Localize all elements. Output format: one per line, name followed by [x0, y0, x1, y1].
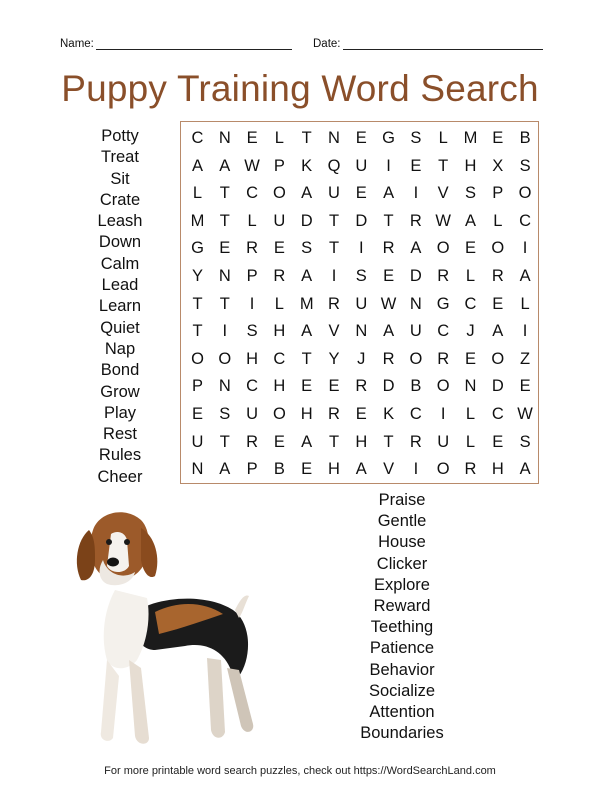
grid-cell[interactable]: A [301, 322, 313, 341]
grid-cell[interactable]: L [465, 405, 476, 423]
grid-cell[interactable]: O [436, 239, 450, 258]
grid-cell[interactable]: B [410, 377, 422, 396]
grid-cell[interactable]: R [437, 349, 450, 368]
grid-cell[interactable]: R [246, 239, 259, 258]
word-left-16: Cheer [97, 467, 143, 486]
grid-cell[interactable]: G [382, 129, 396, 147]
grid-cell[interactable]: R [328, 405, 340, 423]
grid-cell[interactable]: P [191, 377, 203, 396]
grid-cell[interactable]: L [274, 129, 284, 147]
grid-cell[interactable]: O [272, 405, 286, 423]
grid-cell[interactable]: C [437, 322, 450, 341]
grid-cell[interactable]: E [492, 432, 504, 451]
grid-cell[interactable]: T [192, 322, 203, 341]
grid-cell[interactable]: E [492, 129, 504, 147]
grid-cell[interactable]: W [517, 405, 533, 423]
grid-cell[interactable]: S [464, 184, 476, 203]
grid-cell[interactable]: H [355, 432, 368, 451]
grid-cell[interactable]: L [274, 294, 284, 313]
grid-cell[interactable]: X [492, 156, 504, 175]
grid-cell[interactable]: Z [520, 349, 531, 368]
grid-cell[interactable]: Q [327, 156, 341, 175]
grid-cell[interactable]: L [493, 211, 503, 230]
grid-cell[interactable]: V [437, 184, 449, 203]
grid-cell[interactable]: R [382, 239, 395, 258]
grid-cell[interactable]: O [409, 349, 423, 368]
word-left-11: Bond [100, 361, 140, 380]
word-list-right [350, 490, 454, 744]
grid-cell[interactable]: A [219, 156, 231, 175]
grid-cell[interactable]: I [331, 267, 337, 285]
word-right-7: Patience [369, 639, 435, 658]
word-right-9: Socialize [368, 681, 436, 700]
grid-cell[interactable]: T [383, 211, 394, 230]
word-right-8: Behavior [369, 660, 435, 679]
word-search-grid [180, 121, 539, 484]
name-label: Name: [60, 38, 94, 50]
grid-cell[interactable]: R [464, 460, 477, 479]
grid-cell[interactable]: I [359, 239, 364, 258]
grid-cell[interactable]: H [273, 377, 286, 396]
grid-cell[interactable]: O [436, 460, 450, 479]
word-right-3: Clicker [376, 554, 428, 573]
grid-cell[interactable]: C [191, 129, 204, 147]
grid-cell[interactable]: S [246, 322, 258, 341]
grid-cell[interactable]: L [465, 267, 476, 285]
grid-cell[interactable]: O [491, 239, 505, 258]
grid-cell[interactable]: E [519, 377, 531, 396]
grid-cell[interactable]: J [357, 349, 366, 368]
grid-cell[interactable]: W [380, 294, 397, 313]
grid-cell[interactable]: I [386, 156, 391, 175]
grid-cell[interactable]: H [328, 460, 340, 479]
grid-cell[interactable]: A [383, 184, 395, 203]
name-field [60, 37, 292, 50]
grid-cell[interactable]: A [492, 322, 504, 341]
grid-cell[interactable]: C [246, 377, 259, 396]
grid-cell[interactable]: A [410, 239, 422, 258]
word-right-11: Boundaries [360, 724, 444, 743]
grid-cell[interactable]: U [328, 184, 340, 203]
grid-cell[interactable]: J [466, 322, 475, 341]
grid-cell[interactable]: T [219, 184, 230, 203]
grid-cell[interactable]: Y [191, 267, 203, 285]
grid-cell[interactable]: T [328, 239, 340, 258]
grid-cell[interactable]: H [464, 156, 477, 175]
grid-cell[interactable]: R [437, 267, 450, 285]
grid-cell[interactable]: N [218, 267, 231, 285]
grid-cell[interactable]: A [301, 432, 313, 451]
grid-cell[interactable]: N [409, 294, 422, 313]
grid-cell[interactable]: S [355, 267, 367, 285]
grid-cell[interactable]: E [219, 239, 231, 258]
grid-cell[interactable]: T [301, 129, 312, 147]
word-left-1: Treat [101, 148, 139, 167]
name-line[interactable] [96, 37, 292, 50]
footer-note: For more printable word search puzzles, check out https://WordSearchLand.com [104, 765, 496, 777]
grid-cell[interactable]: E [301, 377, 313, 396]
grid-cell[interactable]: C [519, 211, 532, 230]
grid-cell[interactable]: L [465, 432, 476, 451]
grid-cell[interactable]: S [219, 405, 231, 423]
grid-cell[interactable]: A [464, 211, 476, 230]
grid-cell[interactable]: P [246, 267, 258, 285]
grid-cell[interactable]: I [222, 322, 228, 341]
grid-cell[interactable]: I [440, 405, 446, 423]
word-left-3: Crate [99, 190, 141, 209]
word-right-5: Reward [373, 597, 431, 616]
grid-cell[interactable]: S [301, 239, 313, 258]
grid-cell[interactable]: M [299, 294, 314, 313]
grid-cell[interactable]: A [301, 267, 313, 285]
grid-cell[interactable]: A [519, 267, 531, 285]
grid-cell[interactable]: I [413, 184, 419, 203]
grid-cell[interactable]: V [328, 322, 340, 341]
grid-cell[interactable]: S [519, 432, 531, 451]
grid-cell[interactable]: R [409, 211, 422, 230]
grid-cell[interactable]: G [436, 294, 450, 313]
grid-cell[interactable]: D [300, 211, 313, 230]
grid-cell[interactable]: B [273, 460, 285, 479]
grid-cell[interactable]: S [410, 129, 422, 147]
grid-cell[interactable]: A [355, 460, 367, 479]
grid-cell[interactable]: E [355, 405, 367, 423]
word-right-2: House [378, 533, 426, 552]
grid-cell[interactable]: E [464, 239, 476, 258]
grid-cell[interactable]: I [522, 239, 528, 258]
grid-cell[interactable]: A [301, 184, 313, 203]
grid-cell[interactable]: P [273, 156, 285, 175]
grid-cell[interactable]: L [438, 129, 448, 147]
grid-cell[interactable]: M [190, 211, 205, 230]
grid-cell[interactable]: I [522, 322, 528, 341]
grid-cell[interactable]: U [246, 405, 259, 423]
grid-cell[interactable]: U [191, 432, 204, 451]
grid-cell[interactable]: A [519, 460, 531, 479]
grid-cell[interactable]: A [383, 322, 395, 341]
grid-cell[interactable]: O [191, 349, 204, 368]
word-right-6: Teething [370, 618, 434, 637]
grid-cell[interactable]: E [273, 239, 285, 258]
word-left-6: Calm [100, 254, 140, 273]
word-left-12: Grow [100, 382, 140, 401]
grid-cell[interactable]: S [519, 156, 531, 175]
word-left-2: Sit [110, 169, 130, 188]
grid-cell[interactable]: V [383, 460, 395, 479]
grid-cell[interactable]: I [413, 460, 419, 479]
grid-cell[interactable]: N [218, 377, 231, 396]
grid-cell[interactable]: U [273, 211, 286, 230]
grid-cell[interactable]: D [491, 377, 504, 396]
grid-cell[interactable]: R [273, 267, 286, 285]
grid-cell[interactable]: D [382, 377, 395, 396]
grid-cell[interactable]: E [273, 432, 285, 451]
grid-cell[interactable]: T [219, 211, 230, 230]
grid-cell[interactable]: L [192, 184, 203, 203]
grid-cell[interactable]: T [438, 156, 449, 175]
grid-cell[interactable]: W [244, 156, 260, 175]
grid-cell[interactable]: G [191, 239, 204, 258]
date-field [313, 37, 543, 50]
grid-cell[interactable]: T [383, 432, 394, 451]
grid-cell[interactable]: O [218, 349, 232, 368]
grid-cell[interactable]: T [328, 432, 340, 451]
grid-cell[interactable]: U [355, 294, 368, 313]
grid-cell[interactable]: R [355, 377, 368, 396]
word-right-0: Praise [378, 491, 426, 509]
grid-cell[interactable]: R [246, 432, 259, 451]
grid-cell[interactable]: A [219, 460, 231, 479]
grid-cell[interactable]: H [273, 322, 286, 341]
grid-cell[interactable]: E [301, 460, 313, 479]
grid-cell[interactable]: E [355, 129, 367, 147]
grid-cell[interactable]: T [192, 294, 203, 313]
grid-cell[interactable]: P [492, 184, 504, 203]
grid-cell[interactable]: R [328, 294, 340, 313]
grid-cell[interactable]: E [383, 267, 395, 285]
grid-cell[interactable]: Y [328, 349, 340, 368]
grid-cell[interactable]: E [410, 156, 422, 175]
grid-cell[interactable]: R [491, 267, 504, 285]
grid-cell[interactable]: U [437, 432, 450, 451]
grid-cell[interactable]: R [382, 349, 395, 368]
grid-cell[interactable]: O [518, 184, 532, 203]
grid-cell[interactable]: N [328, 129, 340, 147]
grid-cell[interactable]: T [301, 349, 312, 368]
word-left-8: Learn [98, 297, 142, 316]
grid-cell[interactable]: H [246, 349, 259, 368]
grid-cell[interactable]: E [328, 377, 340, 396]
word-left-4: Leash [97, 212, 143, 231]
grid-cell[interactable]: C [246, 184, 259, 203]
grid-cell[interactable]: O [491, 349, 505, 368]
grid-cell[interactable]: L [247, 211, 257, 230]
grid-cell[interactable]: C [464, 294, 477, 313]
beagle-dog-illustration [55, 500, 265, 760]
date-line[interactable] [343, 37, 543, 50]
page-title: Puppy Training Word Search [61, 68, 539, 109]
grid-cell[interactable]: N [218, 129, 231, 147]
word-right-1: Gentle [377, 512, 427, 531]
grid-cell[interactable]: T [328, 211, 340, 230]
grid-cell[interactable]: T [219, 432, 230, 451]
word-left-13: Play [103, 403, 137, 422]
grid-cell[interactable]: C [273, 349, 286, 368]
word-left-5: Down [98, 233, 142, 252]
word-left-14: Rest [103, 425, 137, 444]
word-left-0: Potty [101, 127, 139, 145]
word-left-10: Nap [104, 339, 136, 358]
date-label: Date: [313, 38, 341, 50]
grid-cell[interactable]: N [355, 322, 368, 341]
grid-cell[interactable]: O [272, 184, 286, 203]
grid-cell[interactable]: E [355, 184, 367, 203]
grid-cell[interactable]: C [491, 405, 504, 423]
grid-cell[interactable]: I [249, 294, 255, 313]
word-left-9: Quiet [100, 318, 140, 337]
word-right-4: Explore [374, 575, 430, 594]
grid-cell[interactable]: L [520, 294, 530, 313]
grid-cell[interactable]: B [519, 129, 531, 147]
grid-cell[interactable]: E [464, 349, 476, 368]
grid-cell[interactable]: H [300, 405, 313, 423]
grid-cell[interactable]: N [191, 460, 204, 479]
grid-cell[interactable]: N [464, 377, 477, 396]
grid-cell[interactable]: P [246, 460, 258, 479]
grid-cell[interactable]: E [191, 405, 203, 423]
grid-cell[interactable]: K [301, 156, 313, 175]
grid-cell[interactable]: D [409, 267, 422, 285]
grid-cell[interactable]: K [383, 405, 395, 423]
word-list-left [88, 126, 152, 488]
grid-cell[interactable]: W [435, 211, 451, 230]
grid-cell[interactable]: E [246, 129, 258, 147]
word-left-7: Lead [101, 276, 139, 295]
word-right-10: Attention [369, 703, 435, 722]
word-left-15: Rules [98, 446, 142, 465]
grid-cell[interactable]: D [355, 211, 368, 230]
grid-cell[interactable]: U [355, 156, 368, 175]
grid-cell[interactable]: M [463, 129, 478, 147]
grid-cell[interactable]: H [491, 460, 504, 479]
grid-cell[interactable]: E [492, 294, 504, 313]
grid-cell[interactable]: T [219, 294, 230, 313]
grid-cell[interactable]: U [409, 322, 422, 341]
grid-cell[interactable]: A [191, 156, 203, 175]
grid-cell[interactable]: O [436, 377, 450, 396]
grid-cell[interactable]: R [409, 432, 422, 451]
grid-cell[interactable]: C [409, 405, 422, 423]
